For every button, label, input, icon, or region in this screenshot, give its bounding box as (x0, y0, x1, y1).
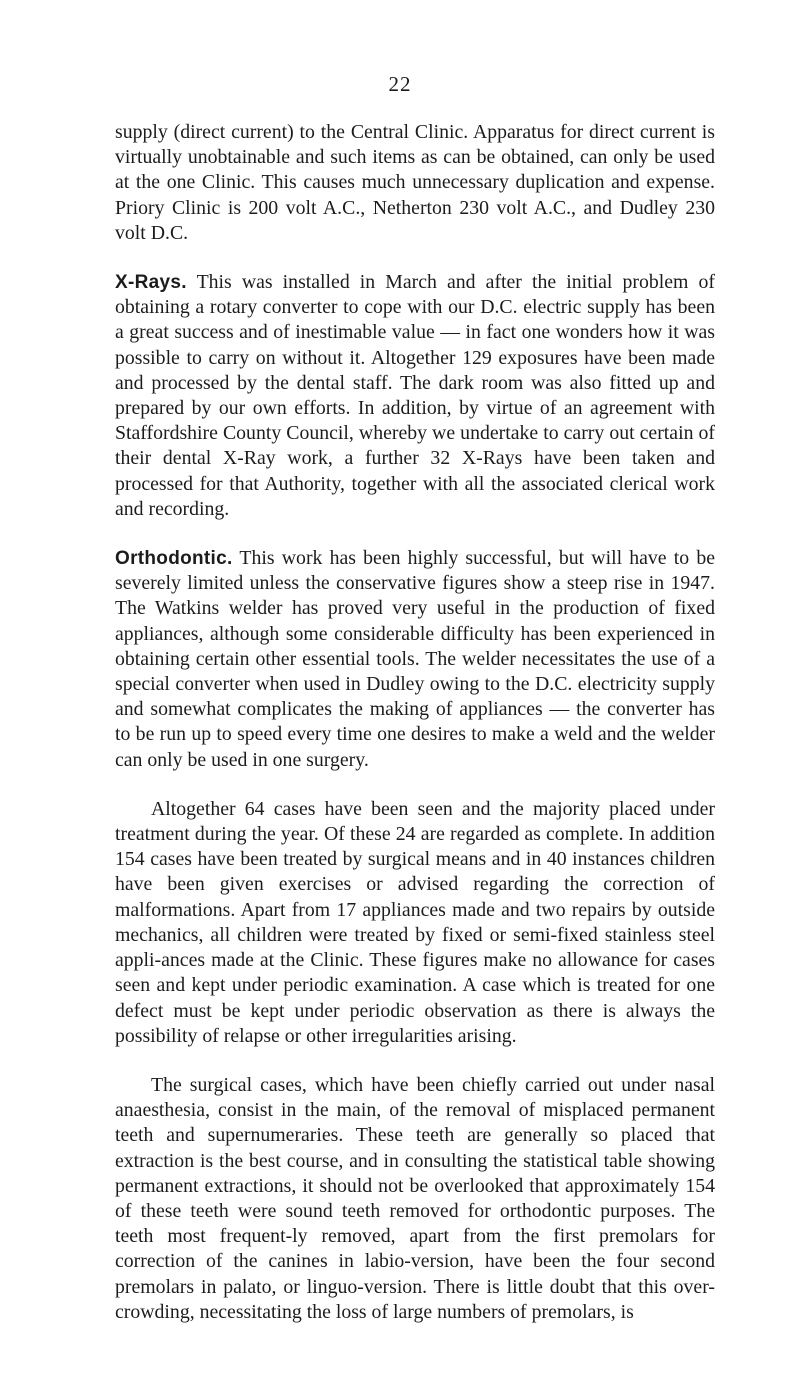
xrays-text: This was installed in March and after the initial problem of obtaining a rotary converter to cope with our D.C. electric supply has been a great success and of inestimable value — in fact one wonders how it was possible to carry on without it. Altogether 129 exposures have been made and processed by the dental staff. The dark room was also fitted up and prepared by our own efforts. In addition, by virtue of an agreement with Staffordshire County Council, whereby we undertake to carry out certain of their dental X-Ray work, a further 32 X-Rays have been taken and processed for that Authority, together with all the associated clerical work and recording. (115, 271, 715, 520)
surgical-paragraph: The surgical cases, which have been chiefly carried out under nasal anaesthesia, consist in the main, of the removal of misplaced permanent teeth and supernumeraries. These teeth are generally so placed that extraction is the best course, and in consulting the statistical table showing permanent extractions, it should not be overlooked that approximately 154 of these teeth were sound teeth removed for orthodontic purposes. The teeth most frequent-ly removed, apart from the first premolars for correction of the canines in labio-version, have been the four second premolars in palato, or linguo-version. There is little doubt that this over-crowding, necessitating the loss of large numbers of premolars, is (115, 1073, 715, 1323)
orthodontic-heading: Orthodontic. (115, 548, 233, 570)
cases-paragraph: Altogether 64 cases have been seen and the majority placed under treatment during the year. Of these 24 are regarded as complete. In addition 154 cases have been treated by surgical means and in 40 instances children have been given exercises or advised regarding the correction of malformations. Apart from 17 appliances made and two repairs by outside mechanics, all children were treated by fixed or semi-fixed stainless steel appli-ances made at the Clinic. These figures make no allowance for cases seen and kept under periodic examination. A case which is treated for one defect must be kept under periodic observation as there is always the possibility of relapse or other irregularities arising. (115, 797, 715, 1047)
xrays-paragraph (115, 270, 715, 522)
orthodontic-text: This work has been highly successful, but will have to be severely limited unless the conservative figures show a steep rise in 1947. The Watkins welder has proved very useful in the production of fixed appliances, although some considerable difficulty has been experienced in obtaining certain other essential tools. The welder necessitates the use of a special converter when used in Dudley owing to the D.C. electricity supply and somewhat complicates the making of appliances — the converter has to be run up to speed every time one desires to make a weld and the welder can only be used in one surgery. (115, 547, 715, 771)
xrays-heading: X-Rays. (115, 272, 187, 294)
orthodontic-paragraph (115, 546, 715, 773)
body-text (115, 120, 715, 1325)
continuation-paragraph: supply (direct current) to the Central Clinic. Apparatus for direct current is virtually unobtainable and such items as can be obtained, can only be used at the one Clinic. This causes much unnecessary duplication and expense. Priory Clinic is 200 volt A.C., Netherton 230 volt A.C., and Dudley 230 volt D.C. (115, 121, 715, 244)
page-number: 22 (388, 72, 412, 96)
